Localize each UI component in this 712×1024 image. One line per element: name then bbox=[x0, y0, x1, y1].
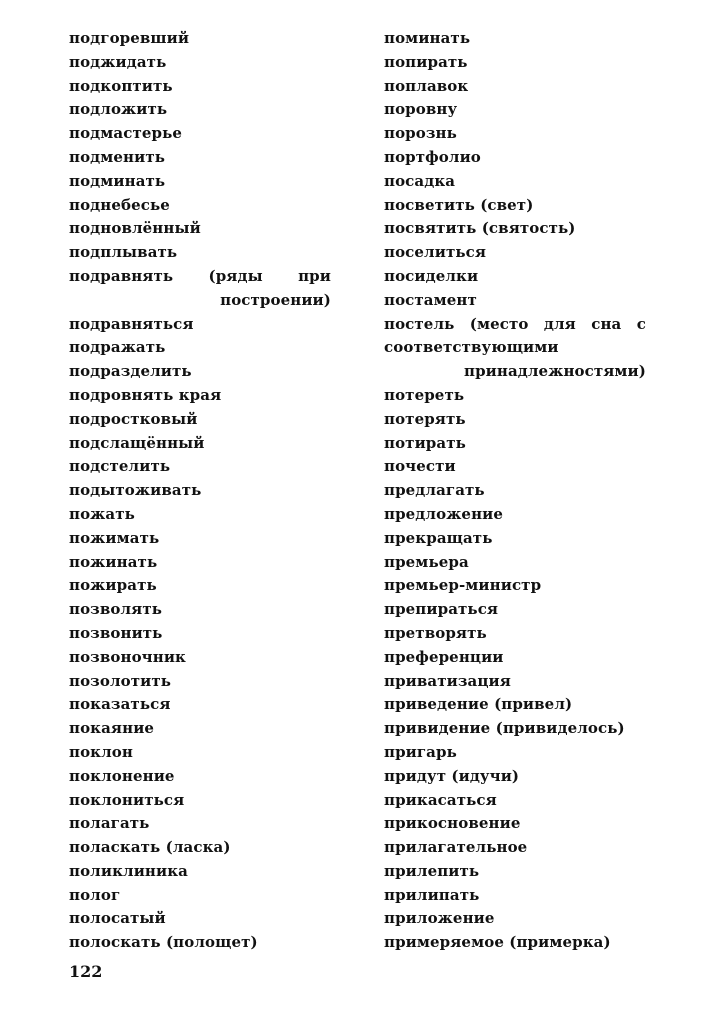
word-entry: подразделить bbox=[69, 362, 192, 381]
word-entry: постамент bbox=[384, 290, 477, 309]
word-entry: подмастерье bbox=[69, 124, 183, 143]
word-entry: подслащённый bbox=[69, 433, 205, 452]
word-entry: примеряемое (примерка) bbox=[384, 933, 611, 952]
word-entry: порознь bbox=[384, 124, 457, 143]
page-number: 122 bbox=[69, 962, 103, 981]
word-entry: поровну bbox=[384, 100, 458, 119]
word-entry: препираться bbox=[384, 600, 499, 619]
word-entry: прекращать bbox=[384, 528, 493, 547]
word-entry: поклониться bbox=[69, 790, 185, 809]
word-entry: постель (место для сна с соответствующими принадлежностями) bbox=[384, 314, 646, 381]
word-entry: подстелить bbox=[69, 457, 171, 476]
word-entry: поминать bbox=[384, 29, 471, 47]
word-entry: претворять bbox=[384, 623, 487, 642]
word-entry: подытоживать bbox=[69, 481, 202, 500]
word-entry: пожирать bbox=[69, 576, 157, 595]
word-entry: полосатый bbox=[69, 909, 166, 928]
word-entry: пригарь bbox=[384, 742, 457, 761]
word-entry: потереть bbox=[384, 385, 465, 404]
word-entry: подростковый bbox=[69, 409, 198, 428]
word-entry: приведение (привел) bbox=[384, 695, 573, 714]
word-entry: посадка bbox=[384, 171, 456, 190]
word-entry: подложить bbox=[69, 100, 168, 119]
word-entry: позвоночник bbox=[69, 647, 186, 666]
word-entry: полоскать (полощет) bbox=[69, 933, 258, 952]
word-entry: подменить bbox=[69, 147, 166, 166]
word-entry: подновлённый bbox=[69, 219, 201, 238]
word-entry: поселиться bbox=[384, 243, 487, 262]
word-entry: поласкать (ласка) bbox=[69, 838, 231, 857]
word-entry: посветить (свет) bbox=[384, 195, 534, 214]
word-entry: портфолио bbox=[384, 147, 481, 166]
word-entry: поплавок bbox=[384, 76, 469, 95]
word-entry: попирать bbox=[384, 52, 468, 71]
word-entry: пожинать bbox=[69, 552, 158, 571]
word-entry: потерять bbox=[384, 409, 466, 428]
word-entry: пожать bbox=[69, 504, 135, 523]
word-entry: приложение bbox=[384, 909, 495, 928]
word-entry: подравнять (ряды при построении) bbox=[69, 266, 331, 309]
right-word-column bbox=[384, 27, 646, 955]
word-entry: подкоптить bbox=[69, 76, 173, 95]
left-word-column bbox=[69, 27, 331, 955]
word-entry: пожимать bbox=[69, 528, 160, 547]
word-entry: потирать bbox=[384, 433, 466, 452]
word-entry: предложение bbox=[384, 504, 504, 523]
word-entry: привидение (привиделось) bbox=[384, 719, 625, 738]
word-entry: показаться bbox=[69, 695, 171, 714]
word-entry: позволять bbox=[69, 600, 163, 619]
word-entry: предлагать bbox=[384, 481, 485, 500]
word-entry: прикасаться bbox=[384, 790, 497, 809]
word-entry: приватизация bbox=[384, 671, 511, 690]
word-entry: подплывать bbox=[69, 243, 178, 262]
word-entry: почести bbox=[384, 457, 456, 476]
word-entry: подражать bbox=[69, 338, 166, 357]
word-entry: придут (идучи) bbox=[384, 766, 520, 785]
word-entry: подминать bbox=[69, 171, 166, 190]
word-entry: посиделки bbox=[384, 266, 479, 285]
word-entry: подравняться bbox=[69, 314, 194, 333]
word-entry: поликлиника bbox=[69, 861, 188, 880]
word-entry: прилагательное bbox=[384, 838, 528, 857]
word-entry: поклонение bbox=[69, 766, 175, 785]
word-entry: прикосновение bbox=[384, 814, 521, 833]
word-entry: полагать bbox=[69, 814, 150, 833]
word-entry: посвятить (святость) bbox=[384, 219, 576, 238]
word-entry: поклон bbox=[69, 742, 133, 761]
word-entry: премьер-министр bbox=[384, 576, 542, 595]
word-entry: подровнять края bbox=[69, 385, 222, 404]
word-entry: поджидать bbox=[69, 52, 167, 71]
word-entry: подгоревший bbox=[69, 29, 190, 47]
word-entry: полог bbox=[69, 885, 121, 904]
word-entry: премьера bbox=[384, 552, 469, 571]
word-entry: преференции bbox=[384, 647, 504, 666]
word-entry: прилепить bbox=[384, 861, 480, 880]
word-entry: позвонить bbox=[69, 623, 163, 642]
word-entry: поднебесье bbox=[69, 195, 170, 214]
word-entry: прилипать bbox=[384, 885, 480, 904]
word-entry: покаяние bbox=[69, 719, 155, 738]
word-entry: позолотить bbox=[69, 671, 172, 690]
